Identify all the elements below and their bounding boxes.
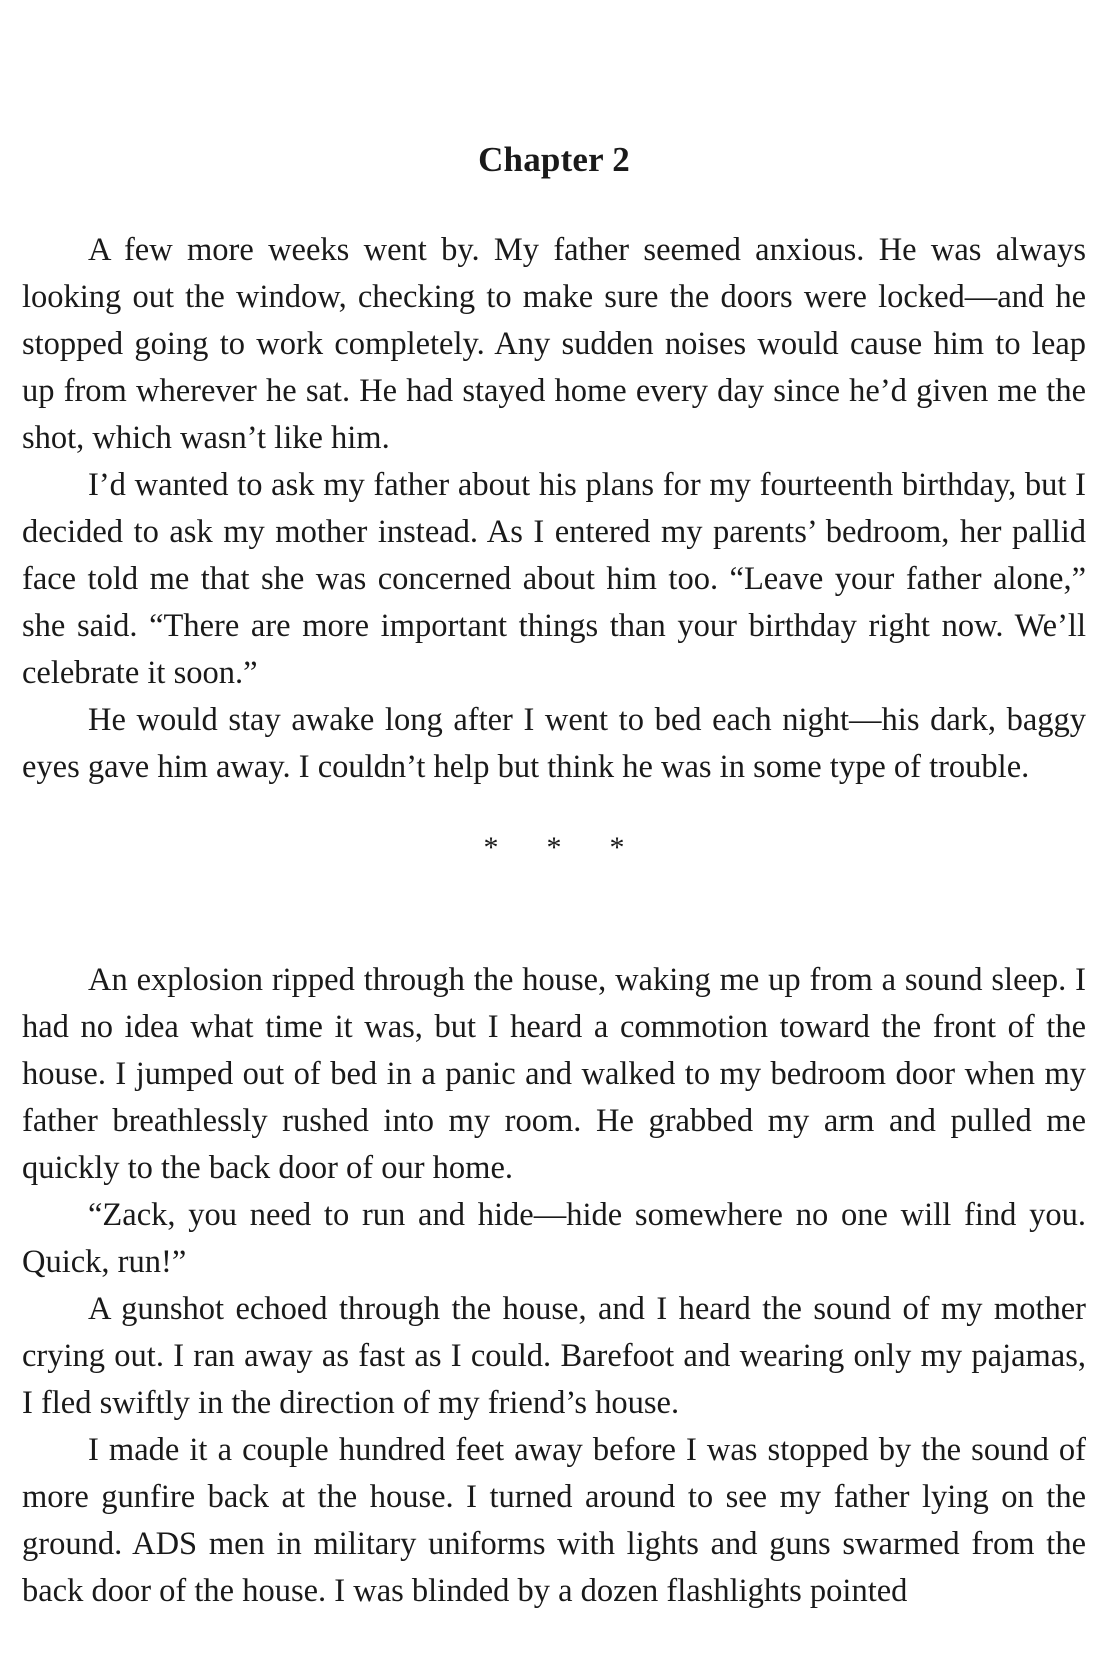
book-page: [22, 138, 1086, 1615]
scene-break-star: *: [609, 831, 625, 864]
paragraph: I made it a couple hundred feet away before I was stopped by the sound of more gunfire back at the house. I turned around to see my father lying on the ground. ADS men in military uniforms with lights and guns swarmed from the back door of the house. I was blinded by a dozen flashlights pointed: [22, 1432, 1086, 1609]
chapter-body: [22, 227, 1086, 1615]
paragraph: A gunshot echoed through the house, and I heard the sound of my mother crying out. I ran away as fast as I could. Barefoot and wearing only my pajamas, I fled swiftly in the direction of my friend’s house.: [22, 1291, 1086, 1421]
paragraph: An explosion ripped through the house, waking me up from a sound sleep. I had no idea what time it was, but I heard a commotion toward the front of the house. I jumped out of bed in a panic and walked to my bedroom door when my father breathlessly rushed into my room. He grabbed my arm and pulled me quickly to the back door of our home.: [22, 962, 1086, 1186]
scene-break: [22, 791, 1086, 957]
paragraph: He would stay awake long after I went to bed each night—his dark, baggy eyes gave him away. I couldn’t help but think he was in some type of trouble.: [22, 702, 1086, 785]
paragraph: “Zack, you need to run and hide—hide somewhere no one will find you. Quick, run!”: [22, 1197, 1086, 1280]
scene-break-star: *: [483, 831, 499, 864]
chapter-title: Chapter 2: [478, 140, 630, 179]
scene-break-star: *: [546, 831, 562, 864]
paragraph: A few more weeks went by. My father seemed anxious. He was always looking out the window, checking to make sure the doors were locked—and he stopped going to work completely. Any sudden noises would cause him to leap up from wherever he sat. He had stayed home every day since he’d given me the shot, which wasn’t like him.: [22, 232, 1086, 456]
paragraph: I’d wanted to ask my father about his plans for my fourteenth birthday, but I decided to ask my mother instead. As I entered my parents’ bedroom, her pallid face told me that she was concerned about him too. “Leave your father alone,” she said. “There are more important things than your birthday right now. We’ll celebrate it soon.”: [22, 467, 1086, 691]
